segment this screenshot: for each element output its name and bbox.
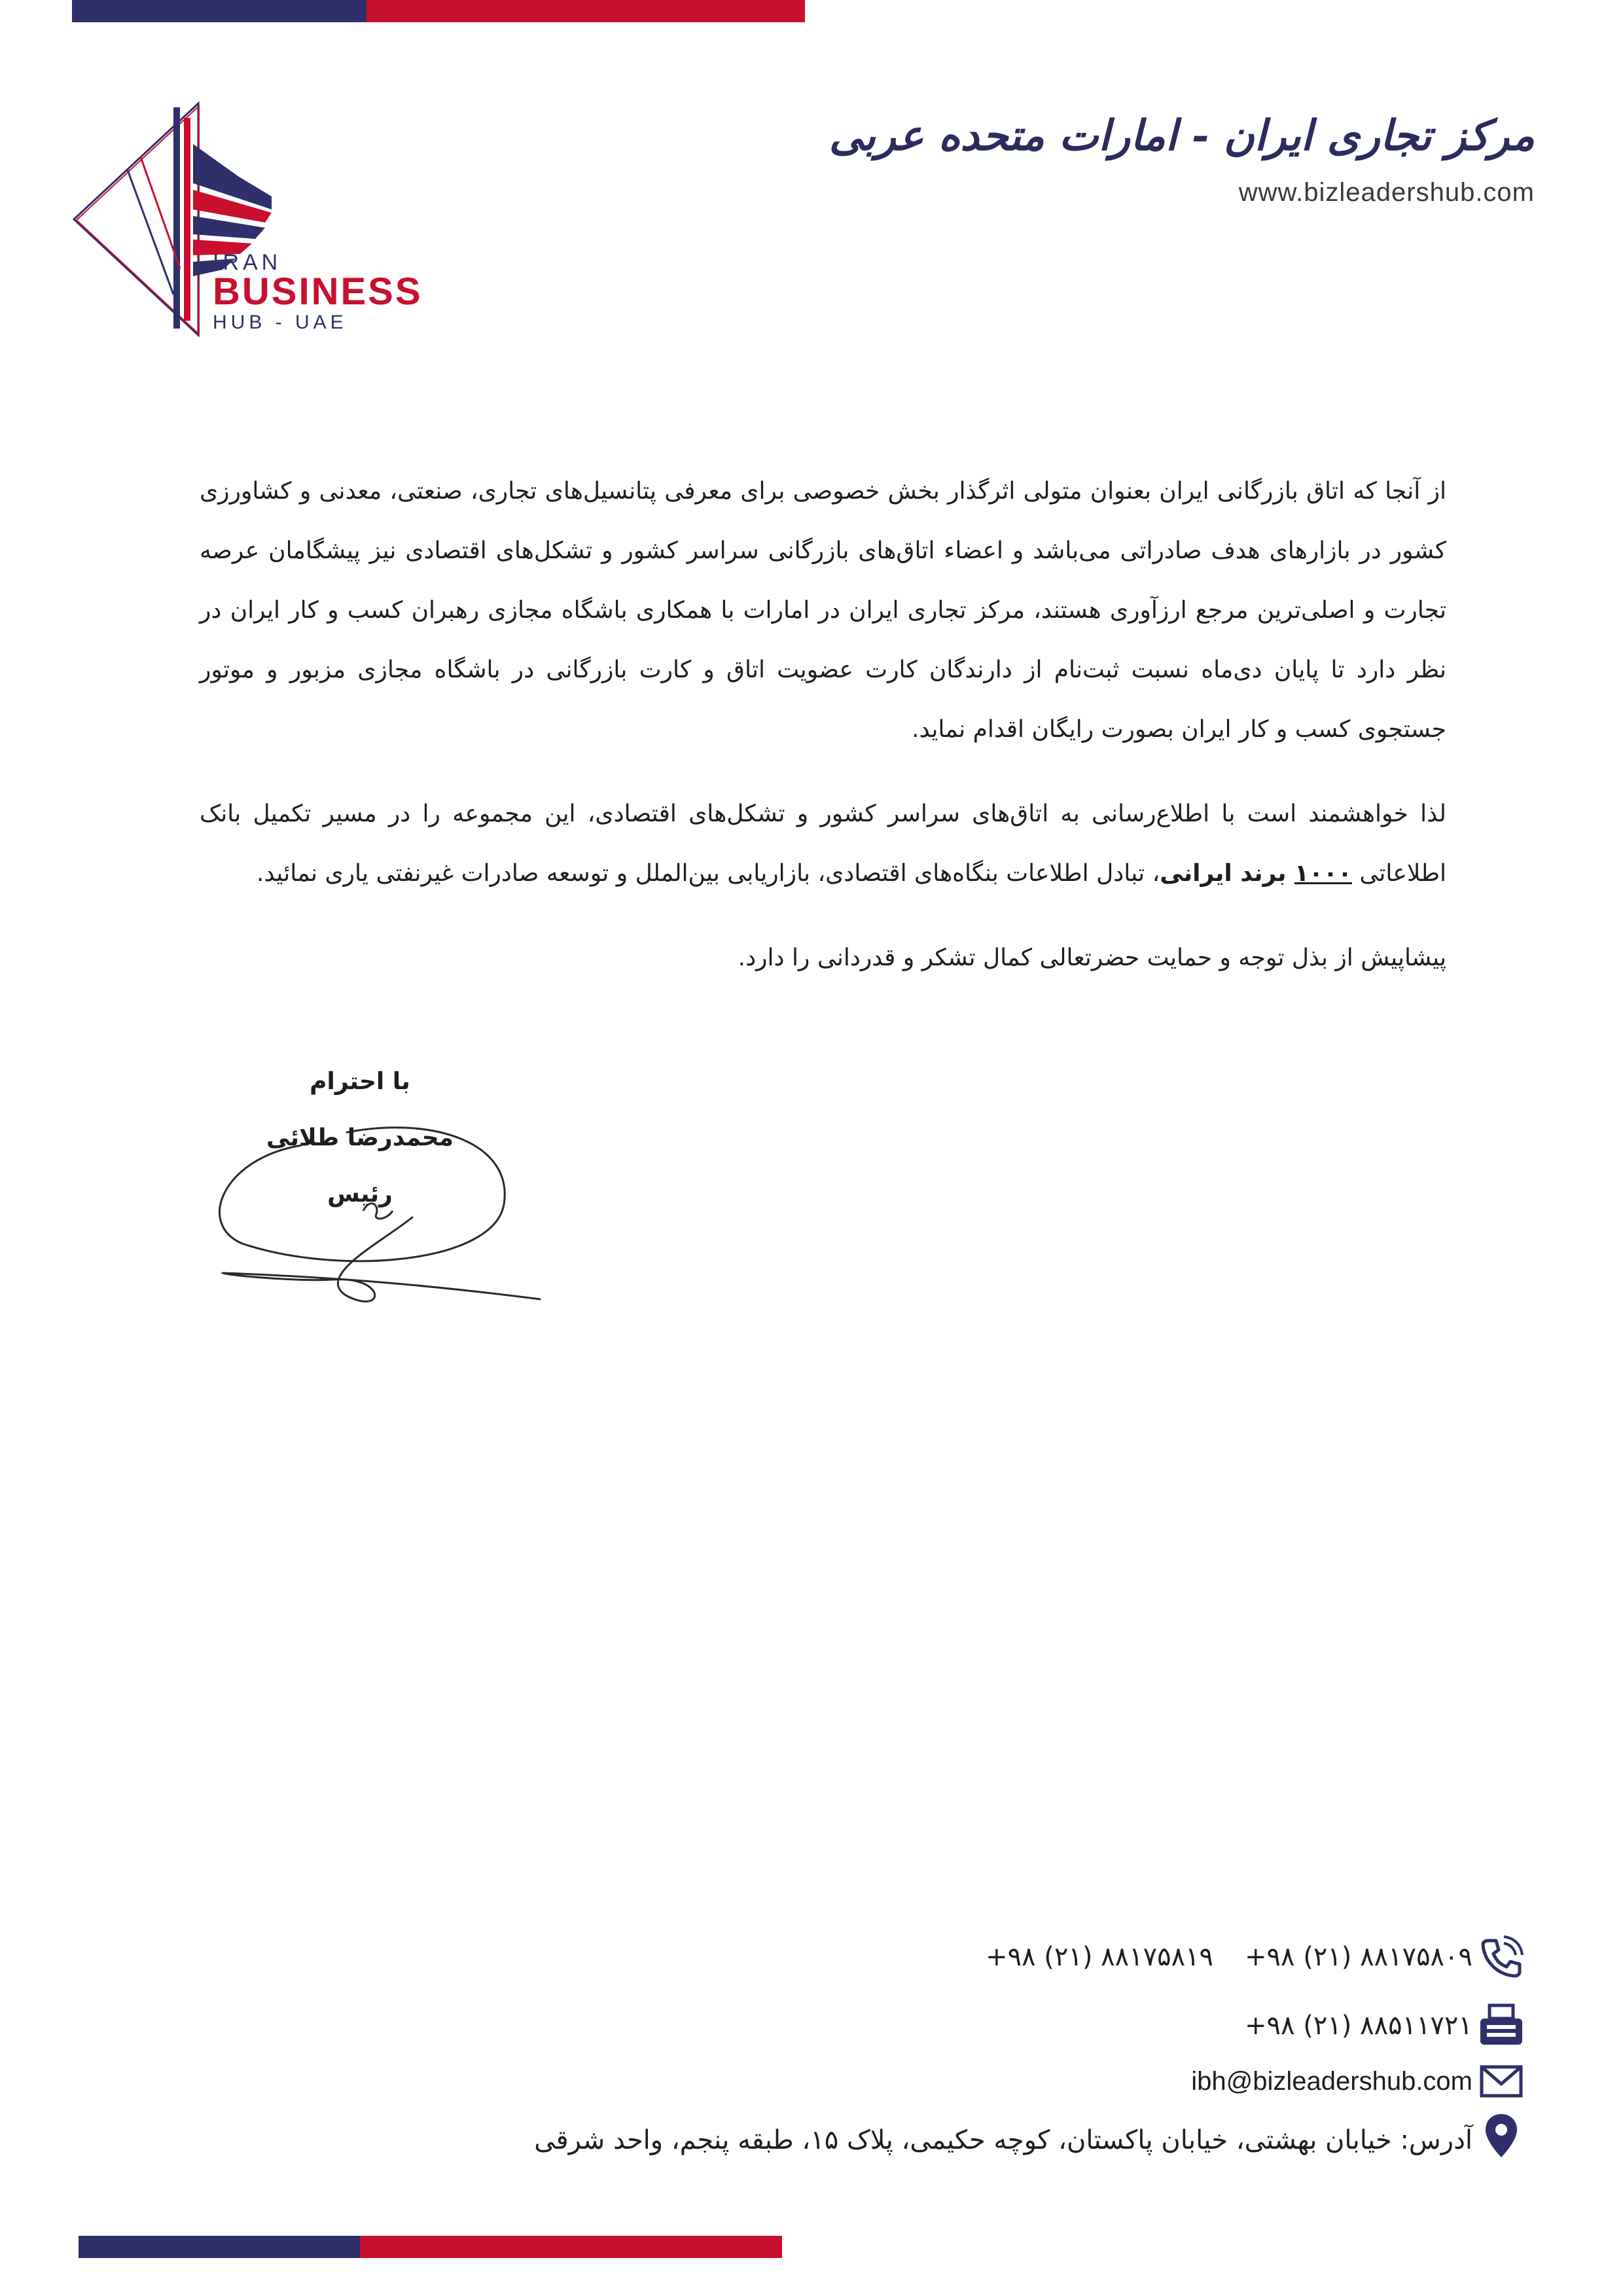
logo-line-business: BUSINESS [213,270,423,313]
phone-number-2: +۹۸ (۲۱) ۸۸۱۷۵۸۱۹ [986,1942,1214,1972]
bottom-accent-bar-navy [79,2236,360,2258]
signer-name: محمدرضا طلائی [266,1124,454,1151]
top-accent-bar-red [366,0,805,22]
fax-number: +۹۸ (۲۱) ۸۸۵۱۱۷۲۱ [1245,2011,1472,2041]
fax-icon [1478,2001,1525,2049]
iran-business-hub-logo [69,98,448,340]
email-icon [1478,2058,1525,2105]
brand-count: ۱۰۰۰ [1294,860,1352,887]
header-title: مرکز تجاری ایران - امارات متحده عربی [829,111,1535,160]
logo-line-hub-uae: HUB - UAE [213,312,348,333]
top-accent-bar-navy [72,0,366,22]
location-pin-icon [1478,2111,1525,2159]
signer-position: رئیس [327,1181,393,1208]
closing-block [229,1054,491,1223]
body-paragraph-3: پیشاپیش از بذل توجه و حمایت حضرتعالی کمال تشکر و قدردانی را دارد. [738,944,1446,971]
letter-body [200,461,1446,1013]
phone-icon [1478,1934,1525,1981]
header-website: www.bizleadershub.com [1238,178,1535,207]
body-paragraph-2 [200,784,1446,903]
contact-address: آدرس: خیابان بهشتی، خیابان پاکستان، کوچه حکیمی، پلاک ۱۵، طبقه پنجم، واحد شرقی [534,2125,1472,2155]
brand-label: برند ایرانی [1160,860,1295,887]
contact-email: ibh@bizleadershub.com [1191,2067,1472,2096]
contact-phones [954,1937,1472,1977]
body-paragraph-1: از آنجا که اتاق بازرگانی ایران بعنوان متولی اثرگذار بخش خصوصی برای معرفی پتانسیل‌های تجاری، صنعتی، معدنی و کشاورزی کشور در بازارهای هدف صادراتی می‌باشد و اعضاء اتاق‌های بازرگانی سراسر کشور و تشکل‌های اقتصادی نیز پیشگامان عرصه تجارت و اصلی‌ترین مرجع ارزآوری هستند، مرکز تجاری ایران در امارات با همکاری باشگاه مجازی رهبران کسب و کار ایران در نظر دارد تا پایان دی‌ماه نسبت ثبت‌نام از دارندگان کارت عضویت اتاق و کارت بازرگانی در باشگاه مجازی مزبور و موتور جستجوی کسب و کار ایران بصورت رایگان اقدام نماید. [200,478,1446,743]
salutation: با احترام [310,1068,410,1095]
paragraph-2-end: ، تبادل اطلاعات بنگاه‌های اقتصادی، بازاریابی بین‌الملل و توسعه صادرات غیرنفتی یاری نمائید. [257,860,1160,887]
phone-number-1: +۹۸ (۲۱) ۸۸۱۷۵۸۰۹ [1245,1942,1472,1972]
contact-fax [1213,2006,1472,2045]
bottom-accent-bar-red [360,2236,782,2258]
logo-line-iran: IRAN [213,250,282,275]
paragraph-2-start: لذا خواهشمند است با اطلاع‌رسانی به اتاق‌های سراسر کشور و تشکل‌های اقتصادی، این مجموعه را در مسیر تکمیل بانک اطلاعاتی [200,800,1446,887]
